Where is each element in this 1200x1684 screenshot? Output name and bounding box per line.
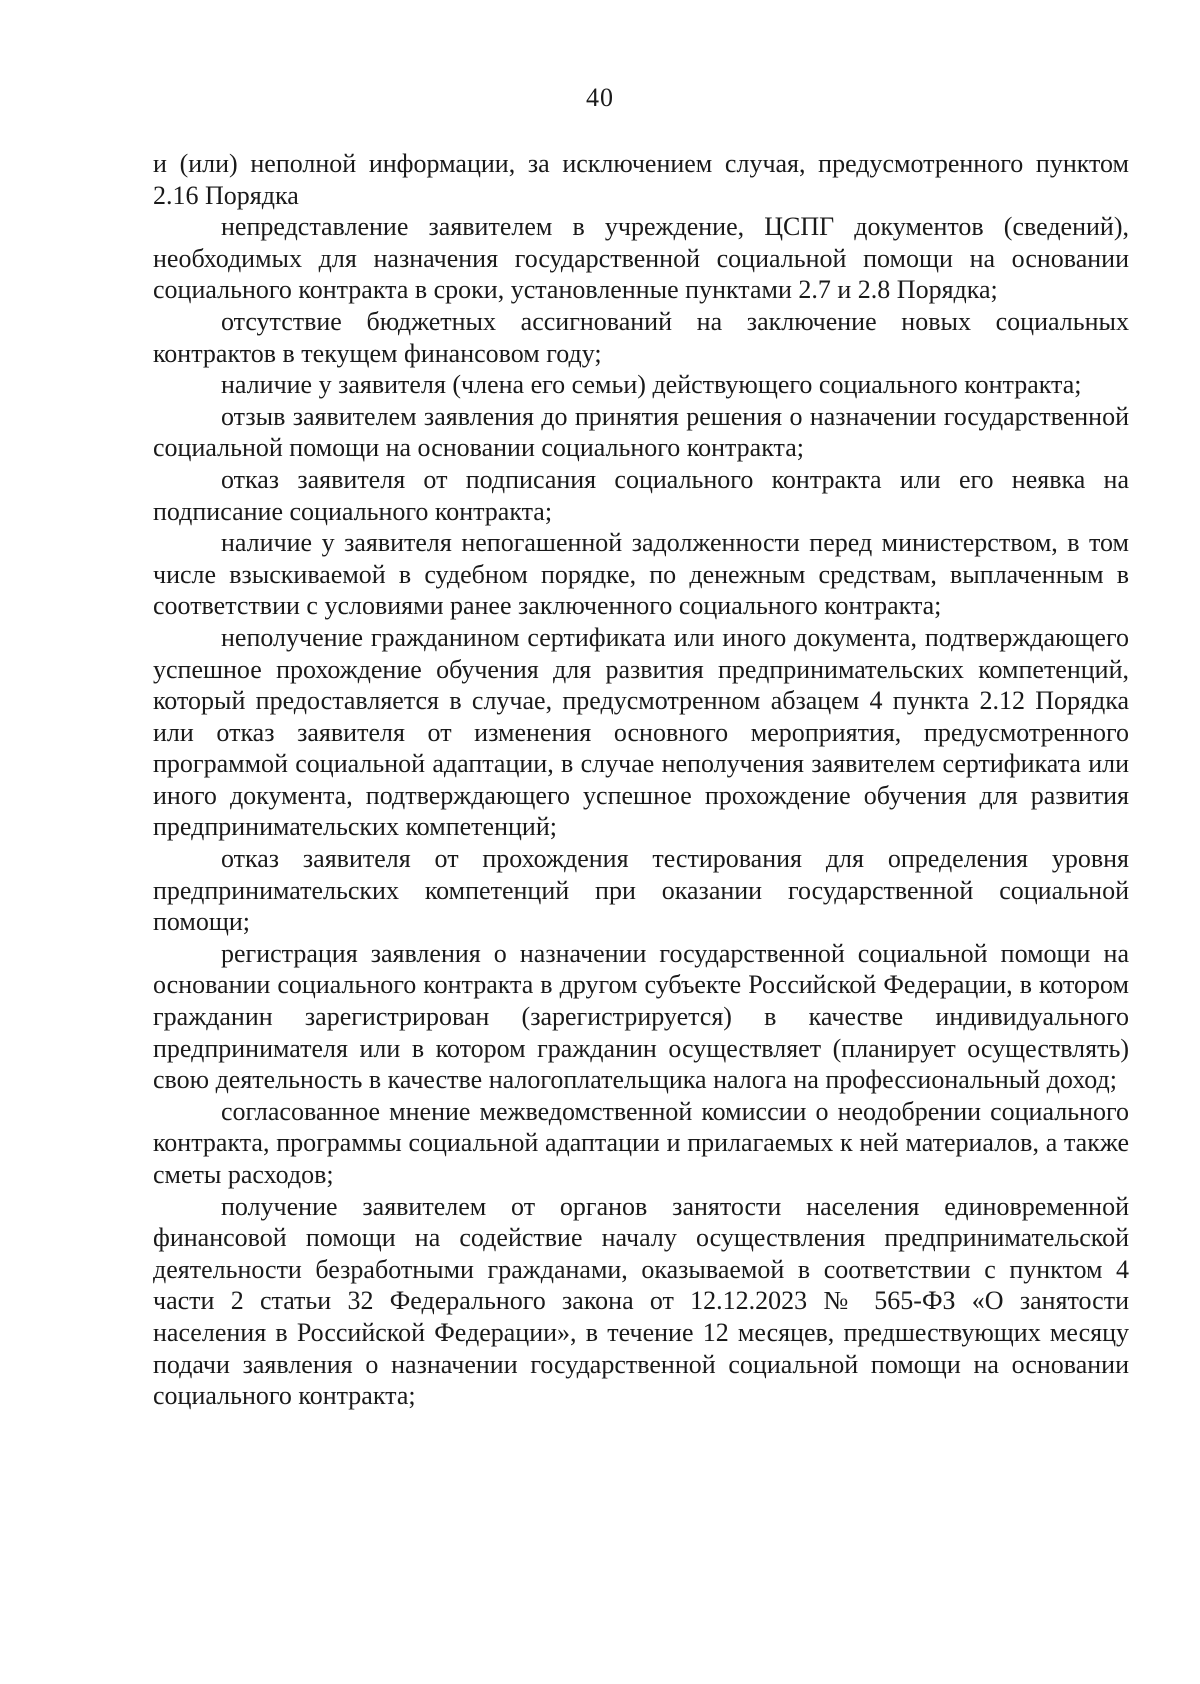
document-body xyxy=(153,148,1129,1412)
paragraph-continuation: и (или) неполной информации, за исключением случая, предусмотренного пунктом 2.16 Порядка xyxy=(153,149,1129,210)
paragraph-application-withdrawal: отзыв заявителем заявления до принятия решения о назначении государственной социальной помощи на основании социального контракта; xyxy=(153,401,1129,463)
page-number: 40 xyxy=(586,83,614,112)
paragraph-other-region: регистрация заявления о назначении государственной социальной помощи на основании социального контракта в другом субъекте Российской Федерации, в котором гражданин зарегистрирован (зарегистрируется) в качестве индивидуального предпринимателя или в котором гражданин осуществляет (планирует осуществлять) свою деятельность в качестве налогоплательщика налога на профессиональный доход; xyxy=(153,938,1129,1095)
paragraph-employment-assistance: получение заявителем от органов занятости населения единовременной финансовой помощи на содействие началу осуществления предпринимательской деятельности безработными гражданами, оказываемой в соответствии с пунктом 4 части 2 статьи 32 Федерального закона от 12.12.2023 № 565-ФЗ «О занятости населения в Российской Федерации», в течение 12 месяцев, предшествующих месяцу подачи заявления о назначении государственной социальной помощи на основании социального контракта; xyxy=(153,1191,1129,1411)
paragraph-active-contract: наличие у заявителя (члена его семьи) действующего социального контракта; xyxy=(221,370,1082,400)
paragraph-missing-documents: непредставление заявителем в учреждение, ЦСПГ документов (сведений), необходимых для назначения государственной социальной помощи на основании социального контракта в сроки, установленные пунктами 2.7 и 2.8 Порядка; xyxy=(153,212,1129,305)
paragraph-commission-disapproval: согласованное мнение межведомственной комиссии о неодобрении социального контракта, программы социальной адаптации и прилагаемых к ней материалов, а также сметы расходов; xyxy=(153,1096,1129,1189)
paragraph-testing-refusal: отказ заявителя от прохождения тестирования для определения уровня предпринимательских компетенций при оказании государственной социальной помощи; xyxy=(153,844,1129,937)
paragraph-signing-refusal: отказ заявителя от подписания социального контракта или его неявка на подписание социального контракта; xyxy=(153,464,1129,526)
paragraph-no-certificate: неполучение гражданином сертификата или иного документа, подтверждающего успешное прохождение обучения для развития предпринимательских компетенций, который предоставляется в случае, предусмотренном абзацем 4 пункта 2.12 Порядка или отказ заявителя от изменения основного мероприятия, предусмотренного программой социальной адаптации, в случае неполучения заявителем сертификата или иного документа, подтверждающего успешное прохождение обучения для развития предпринимательских компетенций; xyxy=(153,622,1129,842)
paragraph-outstanding-debt: наличие у заявителя непогашенной задолженности перед министерством, в том числе взыскиваемой в судебном порядке, по денежным средствам, выплаченным в соответствии с условиями ранее заключенного социального контракта; xyxy=(153,528,1129,621)
paragraph-no-budget: отсутствие бюджетных ассигнований на заключение новых социальных контрактов в текущем финансовом году; xyxy=(153,306,1129,368)
